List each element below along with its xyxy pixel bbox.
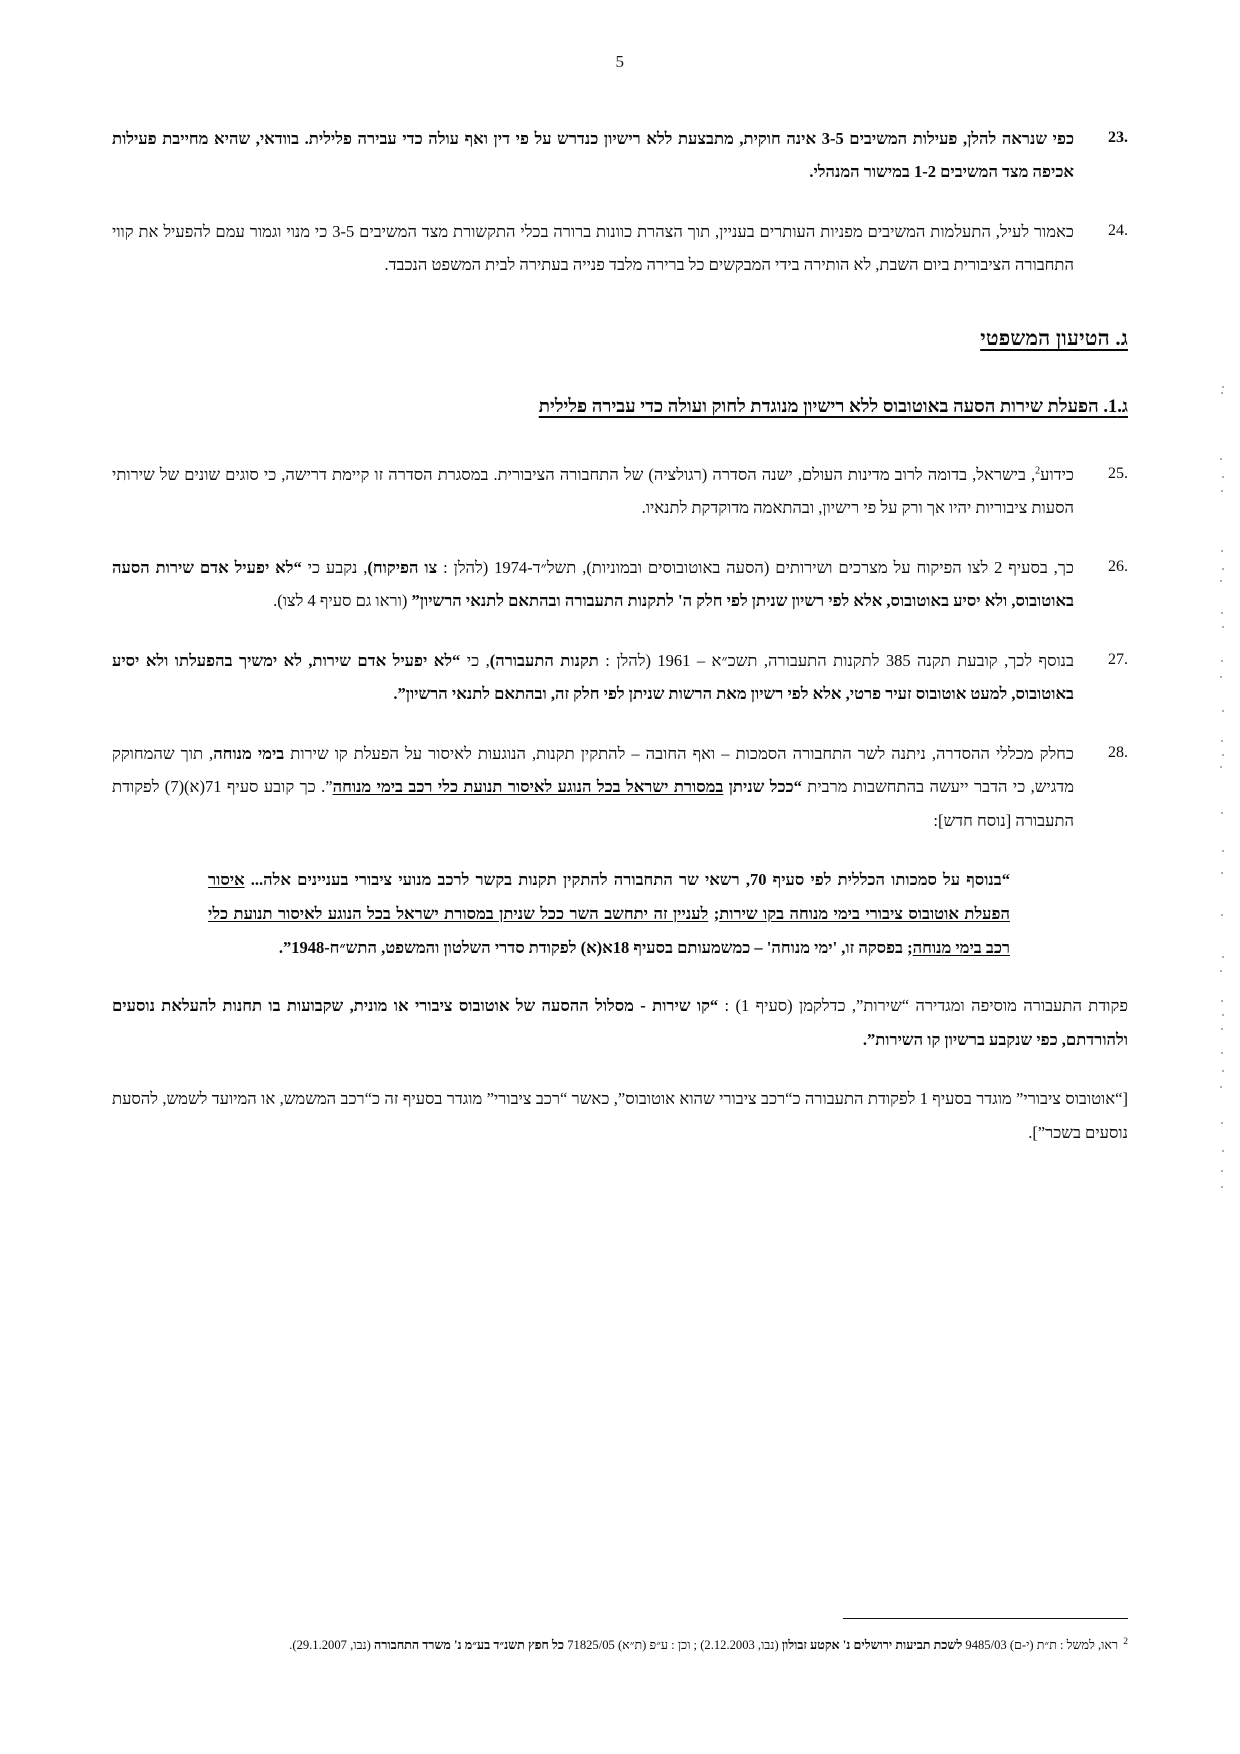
heading-section-c [112, 326, 1128, 351]
paragraph-27-text-a: בנוסף לכך, קובעת תקנה 385 לתקנות התעבורה, תשכ״א – 1961 (להלן : [598, 650, 1074, 670]
paragraph-24 [112, 215, 1128, 282]
footnote-2-marker: 2 [1123, 1637, 1128, 1648]
paragraph-24-number: 24. [1108, 221, 1128, 239]
paragraph-28-bold-underline: במסורת ישראל בכל הנוגע לאיסור תנועת כלי רכב בימי מנוחה [332, 777, 724, 797]
footnote-2-text-b: (נבו, 2.12.2003) ; וכן : ע״פ (ת״א) 71825/05 [564, 1638, 782, 1653]
statute-quote-block [112, 863, 1128, 965]
footnote-reference-2: 2 [1035, 465, 1041, 477]
paragraph-26-text-a: כך, בסעיף 2 לצו הפיקוח על מצרכים ושירותים (הסעה באוטובוסים ובמוניות), תשל״ד-1974 (להלן : [437, 557, 1074, 577]
heading-subsection-c1-text: ג.1. הפעלת שירות הסעה באוטובוס ללא רישיון מנוגדת לחוק ועולה כדי עבירה פלילית [538, 396, 1128, 417]
paragraph-27-bold-a: תקנות התעבורה) [489, 650, 599, 670]
paragraph-27 [112, 644, 1128, 711]
footnote-2-case-a: לשכת תביעות ירושלים נ' אקטע זבולון [781, 1638, 963, 1653]
footnote-2-case-b: כל חפץ תשנ״ד בע״מ נ' משרד התחבורה [373, 1638, 565, 1653]
paragraph-28 [112, 737, 1128, 837]
service-definition-text-a: פקודת התעבורה מוסיפה ומגדירה “שירות”, כדלקמן (סעיף 1) : [718, 996, 1128, 1016]
service-definition-quote: “קו שירות - מסלול ההסעה של אוטובוס ציבורי או מונית, שקבועות בו תחנות להעלאת נוסעים ולהורדתם, כפי שנקבע ברשיון קו השירות”. [112, 996, 1128, 1049]
paragraph-28-text-a: כחלק מכללי ההסדרה, ניתנה לשר התחבורה הסמכות – ואף החובה – להתקין תקנות, הנוגעות לאיסור על הפעלת קו שירות [284, 743, 1074, 763]
footnote-separator-rule [843, 1618, 1128, 1619]
paragraph-25-text-b: , בישראל, בדומה לרוב מדינות העולם, ישנה הסדרה (רגולציה) של התחבורה הציבורית. במסגרת הסדרה זו קיימת דרישה, כי סוגים שונים של שירותי הסעות ציבוריות יהיו אך ורק על פי רישיון, ובהתאמה מדוקדקת לתנאיו. [112, 464, 1074, 518]
heading-subsection-c1 [112, 397, 1128, 418]
paragraph-28-text-c: ”. כך קובע סעיף 71(א)(7) לפקודת התעבורה [נוסח חדש]: [112, 777, 1074, 830]
paragraph-27-number: 27. [1108, 650, 1128, 668]
page-number: 5 [615, 52, 625, 71]
paragraph-26-text-b: , נקבע כי [301, 557, 368, 577]
footnote-2-text-c: (נבו, 29.1.2007). [289, 1638, 374, 1653]
scan-noise-artifact [1214, 380, 1228, 1210]
paragraph-23-text: כפי שנראה להלן, פעילות המשיבים 3-5 אינה חוקית, מתבצעת ללא רישיון כנדרש על פי דין ואף עולה כדי עבירה פלילית. בוודאי, שהיא מחייבת פעילות אכיפה מצד המשיבים 1-2 במישור המנהלי. [112, 129, 1075, 182]
paragraph-bracket-note [112, 1082, 1128, 1149]
statute-quote-line-a: “בנוסף על סמכותו הכללית לפי סעיף 70, רשאי שר התחבורה להתקין תקנות בקשר לרכב מנועי ציבורי בעניינים אלה... [244, 870, 1010, 890]
paragraph-27-quote: “לא יפעיל אדם שירות, לא ימשיך בהפעלתו ולא יסיע באוטובוס, למעט אוטובוס זעיר פרטי, אלא לפי רשיון מאת הרשות שניתן לפי חלק זה, ובהתאם לתנאי הרשיון”. [112, 650, 1074, 704]
footnote-2-text-a: ראו, למשל : ת״ת (י-ם) 9485/03 [962, 1638, 1122, 1653]
paragraph-24-text: כאמור לעיל, התעלמות המשיבים מפניות העותרים בעניין, תוך הצהרת כוונות ברורה בכלי התקשורת מצד המשיבים 3-5 כי מנוי וגמור עמם להפעיל את קווי התחבורה הציבורית ביום השבת, לא הותירה בידי המבקשים כל ברירה מלבד פנייה בעתירה לבית המשפט הנכבד. [112, 221, 1074, 275]
statute-quote-underline-a: איסור הפעלת אוטובוס ציבורי בימי מנוחה בקו שירות [208, 870, 1010, 924]
paragraph-27-text-b: , כי [460, 650, 490, 670]
footnote-area [112, 1618, 1128, 1658]
paragraph-28-text-b: , תוך שהמחוקק מדגיש, כי הדבר ייעשה בהתחשבות מרבית [112, 743, 1074, 797]
bracket-note-text: [“אוטובוס ציבורי” מוגדר בסעיף 1 לפקודת התעבורה כ“רכב ציבורי שהוא אוטובוס”, כאשר “רכב ציבורי” מוגדר בסעיף זה כ“רכב המשמש, או המיועד לשמש, להסעת נוסעים בשכר”]. [112, 1089, 1128, 1142]
paragraph-26 [112, 551, 1128, 618]
statute-quote-line-b: ; בפסקה זו, 'ימי מנוחה' – כמשמעותם בסעיף 18א(א) לפקודת סדרי השלטון והמשפט, התש״ח-1948”. [278, 938, 913, 958]
paragraph-26-bold-a: צו הפיקוח) [367, 557, 438, 577]
paragraph-26-quote: “לא יפעיל אדם שירות הסעה באוטובוס, ולא יסיע באוטובוס, אלא לפי רשיון שניתן לפי חלק ה' לתקנות התעבורה ובהתאם לתנאי הרשיון” [112, 557, 1074, 611]
footnote-2 [112, 1633, 1128, 1658]
paragraph-26-text-c: (וראו גם סעיף 4 לצו). [273, 591, 412, 611]
statute-quote-underline-b: לעניין זה יתחשב השר ככל שניתן במסורת ישראל בכל הנוגע לאיסור תנועת כלי רכב בימי מנוחה [208, 904, 1010, 958]
paragraph-25-text-a: כידוע [1040, 464, 1074, 484]
paragraph-23-number: 23. [1108, 129, 1128, 146]
paragraph-25-number: 25. [1108, 464, 1128, 482]
statute-quote-mid-a: ; [708, 904, 720, 924]
heading-section-c-text: ג. הטיעון המשפטי [980, 325, 1128, 350]
paragraph-28-bold-a: בימי מנוחה [213, 743, 285, 763]
paragraph-25 [112, 458, 1128, 525]
paragraph-28-quote-open: “ככל שניתן [723, 777, 802, 797]
document-body [112, 122, 1128, 1173]
paragraph-23 [112, 122, 1128, 189]
paragraph-service-definition [112, 989, 1128, 1056]
paragraph-26-number: 26. [1108, 557, 1128, 575]
paragraph-28-number: 28. [1108, 743, 1128, 761]
